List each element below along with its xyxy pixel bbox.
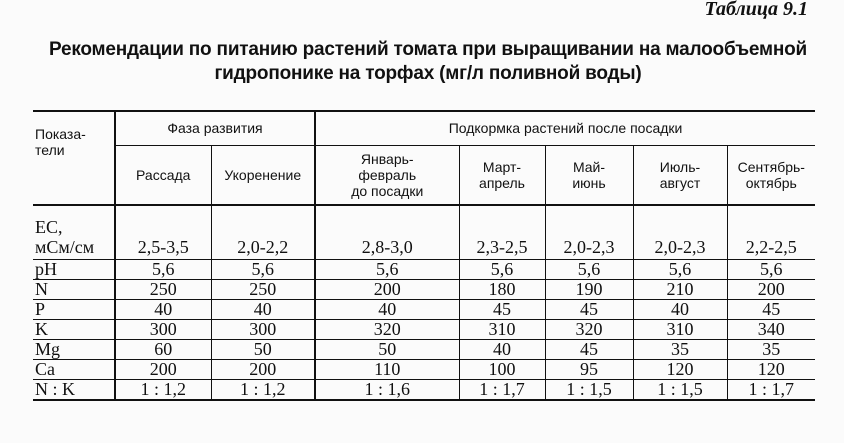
table-cell: 310 bbox=[633, 319, 727, 339]
row-label: pH bbox=[33, 259, 115, 279]
table-cell: 200 bbox=[211, 359, 315, 379]
table-cell: 180 bbox=[459, 279, 545, 299]
table-cell: 320 bbox=[545, 319, 633, 339]
table-cell: 5,6 bbox=[115, 259, 211, 279]
table-cell: 45 bbox=[727, 299, 815, 319]
row-label: Mg bbox=[33, 339, 115, 359]
table-cell: 190 bbox=[545, 279, 633, 299]
table-cell: 300 bbox=[211, 319, 315, 339]
table-cell: 40 bbox=[211, 299, 315, 319]
table-cell: 110 bbox=[315, 359, 459, 379]
table-cell: 45 bbox=[459, 299, 545, 319]
table-row bbox=[33, 339, 815, 359]
table-cell: 250 bbox=[115, 279, 211, 299]
column-header: Июль- август bbox=[633, 145, 727, 205]
table-row bbox=[33, 279, 815, 299]
table-cell: 100 bbox=[459, 359, 545, 379]
table-cell: 2,8-3,0 bbox=[315, 205, 459, 259]
table-label: Таблица 9.1 bbox=[704, 0, 808, 20]
table-cell: 1 : 1,7 bbox=[459, 379, 545, 400]
table-cell: 2,2-2,5 bbox=[727, 205, 815, 259]
table-cell: 1 : 1,7 bbox=[727, 379, 815, 400]
row-label: K bbox=[33, 319, 115, 339]
column-header: Март- апрель bbox=[459, 145, 545, 205]
table-cell: 40 bbox=[315, 299, 459, 319]
row-label: Ca bbox=[33, 359, 115, 379]
table-cell: 1 : 1,2 bbox=[211, 379, 315, 400]
table-cell: 5,6 bbox=[633, 259, 727, 279]
header-indicator: Показа- тели bbox=[33, 111, 115, 205]
column-header: Рассада bbox=[115, 145, 211, 205]
table-cell: 120 bbox=[633, 359, 727, 379]
column-header: Укоренение bbox=[211, 145, 315, 205]
table-cell: 5,6 bbox=[727, 259, 815, 279]
table-cell: 40 bbox=[633, 299, 727, 319]
table-cell: 60 bbox=[115, 339, 211, 359]
column-header: Январь- февраль до посадки bbox=[315, 145, 459, 205]
table-row bbox=[33, 259, 815, 279]
table-cell: 95 bbox=[545, 359, 633, 379]
table-row bbox=[33, 299, 815, 319]
header-feeding: Подкормка растений после посадки bbox=[315, 111, 815, 145]
table-cell: 2,3-2,5 bbox=[459, 205, 545, 259]
table-cell: 340 bbox=[727, 319, 815, 339]
table-cell: 5,6 bbox=[211, 259, 315, 279]
table-cell: 310 bbox=[459, 319, 545, 339]
table-cell: 50 bbox=[315, 339, 459, 359]
table-cell: 5,6 bbox=[545, 259, 633, 279]
table-title: Рекомендации по питанию растений томата при выращивании на малообъемной гидропонике на торфах (мг/л поливной воды) bbox=[48, 39, 808, 84]
table-cell: 2,0-2,3 bbox=[545, 205, 633, 259]
table-cell: 120 bbox=[727, 359, 815, 379]
table-cell: 210 bbox=[633, 279, 727, 299]
column-header: Сентябрь- октябрь bbox=[727, 145, 815, 205]
table-cell: 320 bbox=[315, 319, 459, 339]
row-label: N : K bbox=[33, 379, 115, 400]
table-cell: 35 bbox=[727, 339, 815, 359]
table-cell: 45 bbox=[545, 339, 633, 359]
table-row bbox=[33, 359, 815, 379]
table-cell: 5,6 bbox=[315, 259, 459, 279]
table-row bbox=[33, 205, 815, 259]
table-cell: 200 bbox=[727, 279, 815, 299]
table-cell: 300 bbox=[115, 319, 211, 339]
table-cell: 40 bbox=[115, 299, 211, 319]
row-label: EC, мСм/см bbox=[33, 205, 115, 259]
table-cell: 1 : 1,5 bbox=[633, 379, 727, 400]
column-header: Май- июнь bbox=[545, 145, 633, 205]
table-cell: 1 : 1,2 bbox=[115, 379, 211, 400]
table-cell: 2,5-3,5 bbox=[115, 205, 211, 259]
table-cell: 35 bbox=[633, 339, 727, 359]
table-cell: 5,6 bbox=[459, 259, 545, 279]
table-body bbox=[33, 205, 815, 400]
row-label: N bbox=[33, 279, 115, 299]
table-cell: 200 bbox=[115, 359, 211, 379]
table-cell: 2,0-2,2 bbox=[211, 205, 315, 259]
row-label: P bbox=[33, 299, 115, 319]
table-row bbox=[33, 379, 815, 400]
table-row bbox=[33, 319, 815, 339]
table-cell: 250 bbox=[211, 279, 315, 299]
table-cell: 1 : 1,5 bbox=[545, 379, 633, 400]
table-cell: 200 bbox=[315, 279, 459, 299]
table-cell: 1 : 1,6 bbox=[315, 379, 459, 400]
table-cell: 45 bbox=[545, 299, 633, 319]
column-header-row bbox=[33, 145, 815, 205]
table-cell: 2,0-2,3 bbox=[633, 205, 727, 259]
table-cell: 50 bbox=[211, 339, 315, 359]
header-phase: Фаза развития bbox=[115, 111, 315, 145]
nutrition-table bbox=[33, 110, 815, 401]
table-cell: 40 bbox=[459, 339, 545, 359]
